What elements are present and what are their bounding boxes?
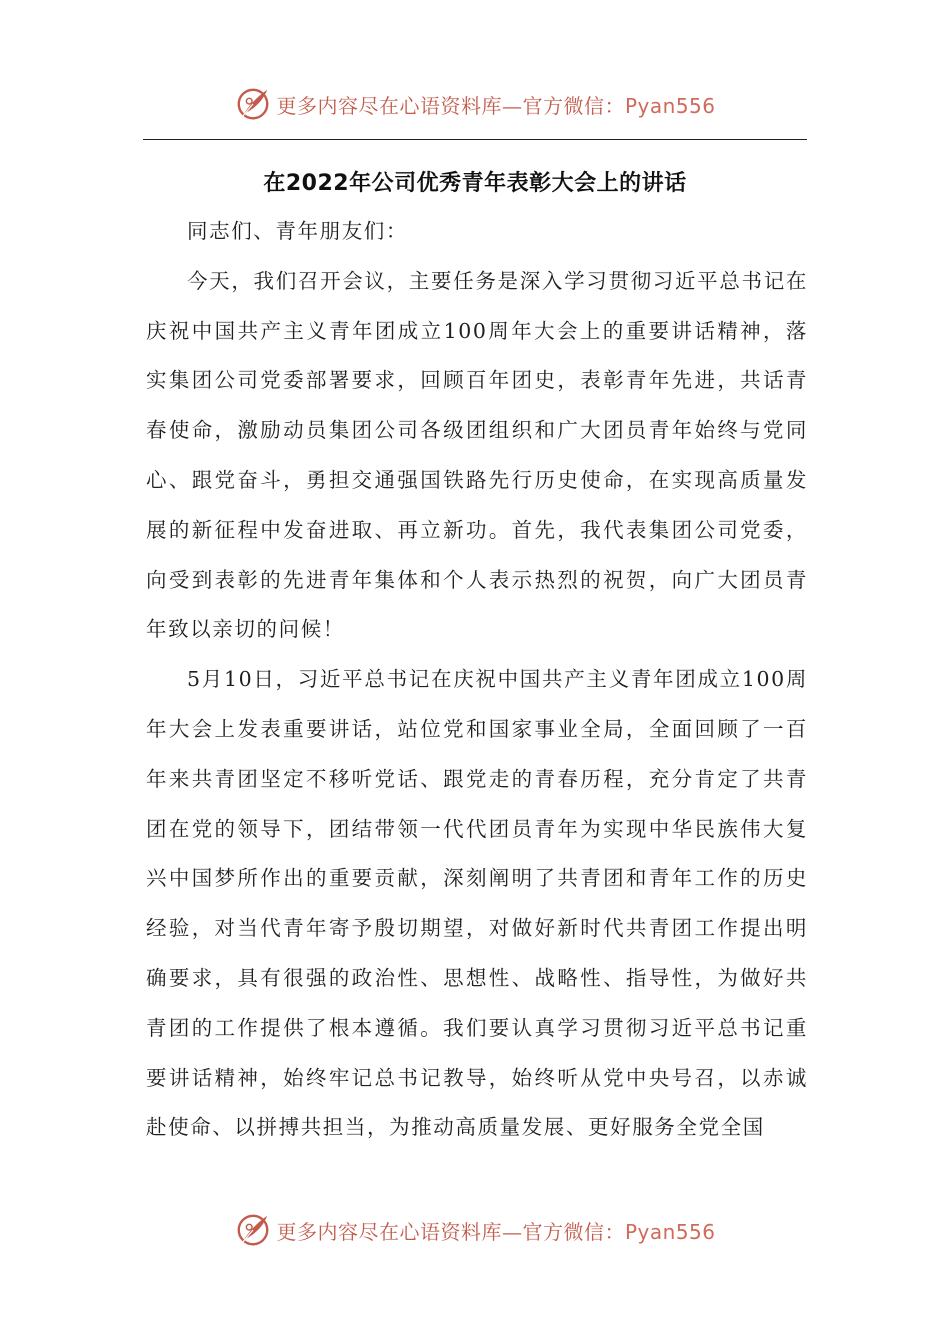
- document-body: [146, 207, 808, 1153]
- paragraph-1: 今天，我们召开会议，主要任务是深入学习贯彻习近平总书记在庆祝中国共产主义青年团成立100周年大会上的重要讲话精神，落实集团公司党委部署要求，回顾百年团史，表彰青年先进，共话青春使命，激励动员集团公司各级团组织和广大团员青年始终与党同心、跟党奋斗，勇担交通强国铁路先行历史使命，在实现高质量发展的新征程中发奋进取、再立新功。首先，我代表集团公司党委，向受到表彰的先进青年集体和个人表示热烈的祝贺，向广大团员青年致以亲切的问候！: [146, 268, 808, 642]
- wechat-id: Pyan556: [624, 1219, 716, 1244]
- wechat-id: Pyan556: [624, 93, 716, 118]
- footer-watermark: [0, 1210, 950, 1250]
- salutation: 同志们、青年朋友们：: [187, 219, 408, 243]
- watermark-text: 更多内容尽在心语资料库—官方微信：Pyan556: [276, 1219, 716, 1244]
- watermark-text: 更多内容尽在心语资料库—官方微信：Pyan556: [276, 93, 716, 118]
- header-watermark: [0, 84, 950, 124]
- document-title: 在2022年公司优秀青年表彰大会上的讲话: [263, 171, 687, 196]
- quill-logo-icon: [234, 85, 272, 123]
- quill-logo-icon: [234, 1211, 272, 1249]
- header-rule: [143, 139, 807, 140]
- paragraph-2: 5月10日，习近平总书记在庆祝中国共产主义青年团成立100周年大会上发表重要讲话，站位党和国家事业全局，全面回顾了一百年来共青团坚定不移听党话、跟党走的青春历程，充分肯定了共青团在党的领导下，团结带领一代代团员青年为实现中华民族伟大复兴中国梦所作出的重要贡献，深刻阐明了共青团和青年工作的历史经验，对当代青年寄予殷切期望，对做好新时代共青团工作提出明确要求，具有很强的政治性、思想性、战略性、指导性，为做好共青团的工作提供了根本遵循。我们要认真学习贯彻习近平总书记重要讲话精神，始终牢记总书记教导，始终听从党中央号召，以赤诚赴使命、以拼搏共担当，为推动高质量发展、更好服务全党全国: [146, 667, 808, 1140]
